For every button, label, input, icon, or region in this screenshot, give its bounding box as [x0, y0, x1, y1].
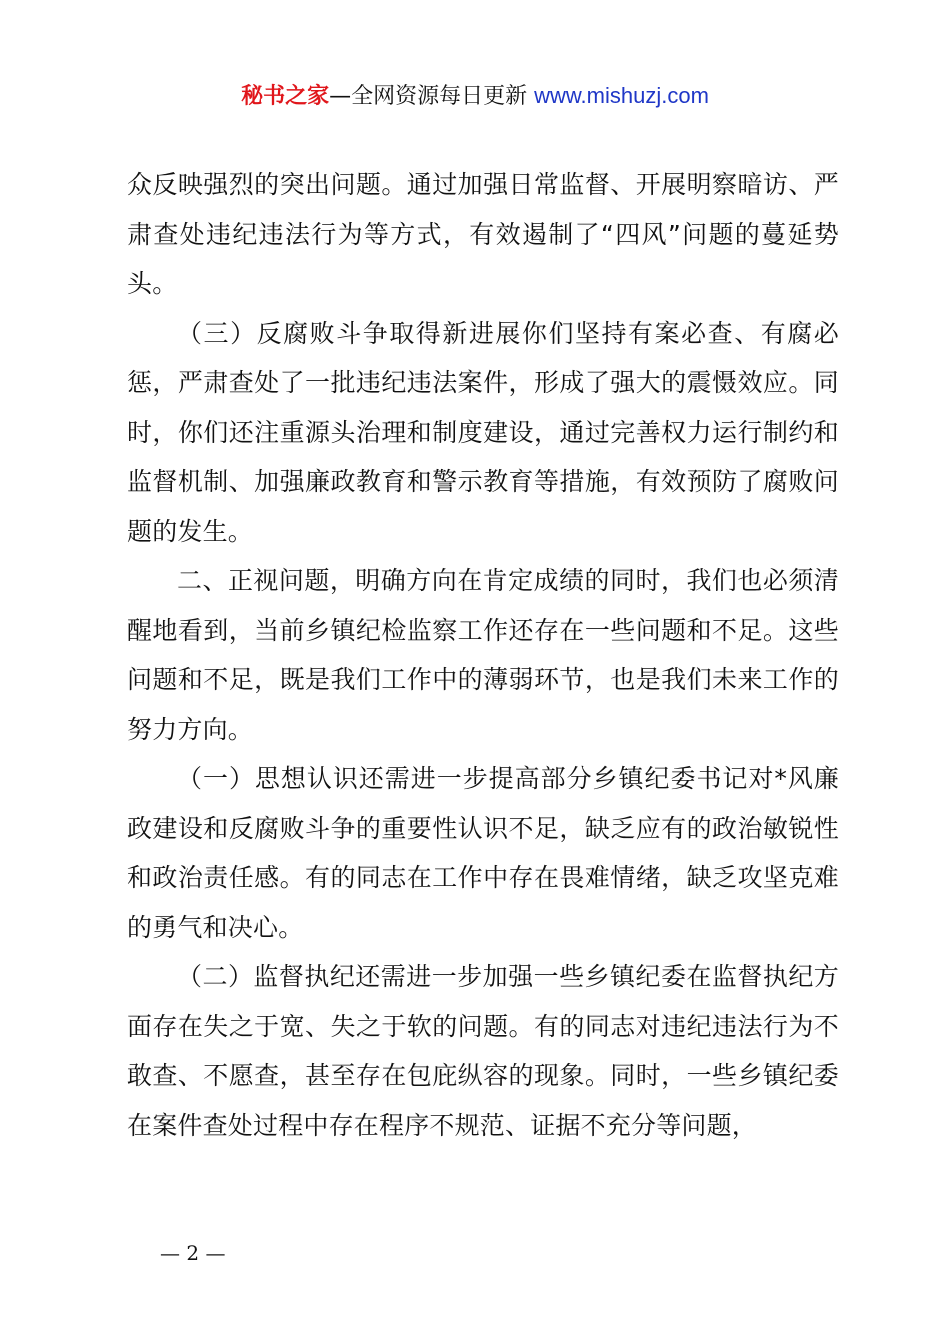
paragraph-continuation: 众反映强烈的突出问题。通过加强日常监督、开展明察暗访、严肃查处违纪违法行为等方式，有效遏制了“四风”问题的蔓延势头。 [127, 170, 839, 298]
paragraph-anticorruption-progress: （三）反腐败斗争取得新进展你们坚持有案必查、有腐必惩，严肃查处了一批违纪违法案件，形成了强大的震慑效应。同时，你们还注重源头治理和制度建设，通过完善权力运行制约和监督机制、加强廉政教育和警示教育等措施，有效预防了腐败问题的发生。 [127, 318, 839, 546]
site-header [0, 80, 950, 113]
page-number: — 2 — [160, 1241, 226, 1265]
site-brand: 秘书之家 [241, 84, 330, 109]
paragraph-supervision-discipline: （二）监督执纪还需进一步加强一些乡镇纪委在监督执纪方面存在失之于宽、失之于软的问题。有的同志对违纪违法行为不敢查、不愿查，甚至存在包庇纵容的现象。同时，一些乡镇纪委在案件查处过程中存在程序不规范、证据不充分等问题， [127, 962, 839, 1140]
site-url-link[interactable]: www.mishuzj.com [534, 83, 709, 108]
site-tagline: —全网资源每日更新 [329, 84, 535, 109]
paragraph-ideological-awareness: （一）思想认识还需进一步提高部分乡镇纪委书记对*风廉政建设和反腐败斗争的重要性认识不足，缺乏应有的政治敏锐性和政治责任感。有的同志在工作中存在畏难情绪，缺乏攻坚克难的勇气和决心。 [127, 764, 839, 942]
document-body [127, 160, 839, 1150]
paragraph-face-problems: 二、正视问题，明确方向在肯定成绩的同时，我们也必须清醒地看到，当前乡镇纪检监察工作还存在一些问题和不足。这些问题和不足，既是我们工作中的薄弱环节，也是我们未来工作的努力方向。 [127, 566, 839, 744]
